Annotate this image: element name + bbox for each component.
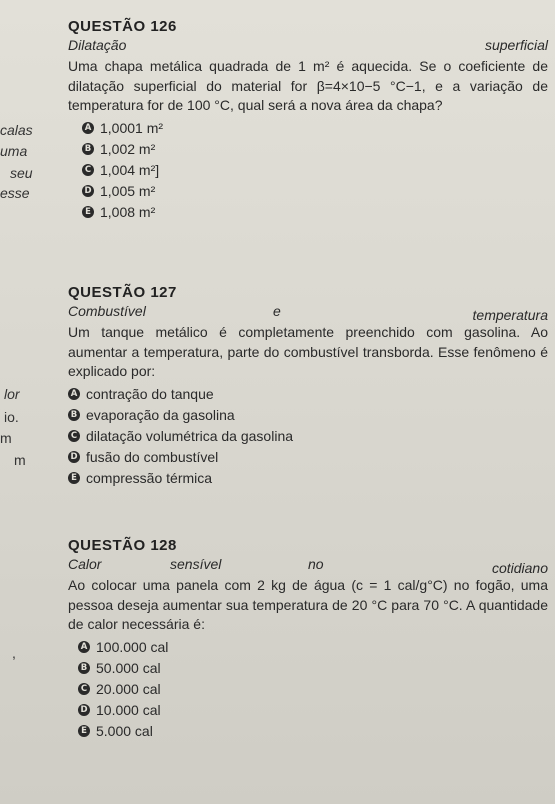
option-letter-c: C	[82, 164, 94, 176]
option-e[interactable]	[82, 202, 548, 223]
tag-topic: e	[273, 303, 281, 319]
tag-topic: Combustível	[68, 303, 146, 319]
option-letter-e: E	[78, 725, 90, 737]
margin-word: io.	[4, 409, 19, 425]
question-stem: Uma chapa metálica quadrada de 1 m² é aquecida. Se o coeficiente de dilatação superficial do material for β=4×10−5 °C−1, e a variação de temperatura for de 100 °C, qual será a nova área da chapa?	[68, 58, 548, 113]
option-text: 20.000 cal	[96, 681, 161, 697]
question-tags	[68, 303, 548, 323]
option-letter-b: B	[68, 409, 80, 421]
option-letter-c: C	[78, 683, 90, 695]
question-127	[68, 284, 548, 489]
option-a[interactable]	[68, 384, 548, 405]
options-list	[78, 637, 548, 742]
option-letter-d: D	[78, 704, 90, 716]
option-letter-a: A	[78, 641, 90, 653]
question-126	[68, 18, 548, 223]
question-title: QUESTÃO 128	[68, 537, 177, 554]
option-text: 1,004 m²]	[100, 162, 160, 178]
tag-topic: Dilatação	[68, 37, 127, 53]
option-c[interactable]	[82, 160, 548, 181]
option-a[interactable]	[82, 118, 548, 139]
margin-word: m	[0, 430, 12, 446]
option-letter-b: B	[82, 143, 94, 155]
margin-word: uma	[0, 143, 28, 159]
tag-topic: sensível	[170, 556, 222, 572]
margin-word: calas	[0, 122, 33, 138]
margin-word: ,	[12, 645, 16, 661]
option-text: fusão do combustível	[86, 449, 219, 465]
option-text: 10.000 cal	[96, 702, 161, 718]
option-letter-e: E	[82, 206, 94, 218]
question-stem: Um tanque metálico é completamente preenchido com gasolina. Ao aumentar a temperatura, parte do combustível transborda. Esse fenômeno é explicado por:	[68, 324, 548, 379]
option-c[interactable]	[78, 679, 548, 700]
option-letter-e: E	[68, 472, 80, 484]
option-e[interactable]	[68, 468, 548, 489]
options-list	[68, 384, 548, 489]
option-text: dilatação volumétrica da gasolina	[86, 428, 294, 444]
option-letter-d: D	[82, 185, 94, 197]
margin-word: seu	[10, 165, 33, 181]
option-text: evaporação da gasolina	[86, 407, 235, 423]
question-128	[68, 537, 548, 742]
option-b[interactable]	[78, 658, 548, 679]
option-letter-c: C	[68, 430, 80, 442]
option-d[interactable]	[82, 181, 548, 202]
option-text: compressão térmica	[86, 470, 213, 486]
question-title: QUESTÃO 126	[68, 18, 177, 35]
tag-topic: no	[308, 556, 324, 572]
margin-word: esse	[0, 185, 30, 201]
option-text: contração do tanque	[86, 386, 214, 402]
tag-topic: superficial	[484, 37, 548, 53]
option-text: 5.000 cal	[96, 723, 153, 739]
option-letter-b: B	[78, 662, 90, 674]
option-b[interactable]	[82, 139, 548, 160]
question-title: QUESTÃO 127	[68, 284, 177, 301]
option-letter-a: A	[68, 388, 80, 400]
option-d[interactable]	[78, 700, 548, 721]
option-text: 1,0001 m²	[100, 120, 164, 136]
option-text: 1,002 m²	[100, 141, 156, 157]
margin-word: lor	[4, 386, 20, 402]
option-text: 100.000 cal	[96, 639, 169, 655]
question-tags	[68, 37, 548, 57]
option-c[interactable]	[68, 426, 548, 447]
tag-topic: cotidiano	[491, 560, 548, 576]
option-b[interactable]	[68, 405, 548, 426]
option-d[interactable]	[68, 447, 548, 468]
option-text: 1,005 m²	[100, 183, 156, 199]
option-text: 1,008 m²	[100, 204, 156, 220]
option-letter-d: D	[68, 451, 80, 463]
option-e[interactable]	[78, 721, 548, 742]
option-a[interactable]	[78, 637, 548, 658]
options-list	[82, 118, 548, 223]
question-stem: Ao colocar uma panela com 2 kg de água (c = 1 cal/g°C) no fogão, uma pessoa deseja aumentar sua temperatura de 20 °C para 70 °C. A quantidade de calor necessária é:	[68, 577, 548, 632]
tag-topic: Calor	[68, 556, 102, 572]
tag-topic: temperatura	[472, 307, 548, 323]
margin-word: m	[14, 452, 26, 468]
option-letter-a: A	[82, 122, 94, 134]
option-text: 50.000 cal	[96, 660, 161, 676]
question-tags	[68, 556, 548, 576]
